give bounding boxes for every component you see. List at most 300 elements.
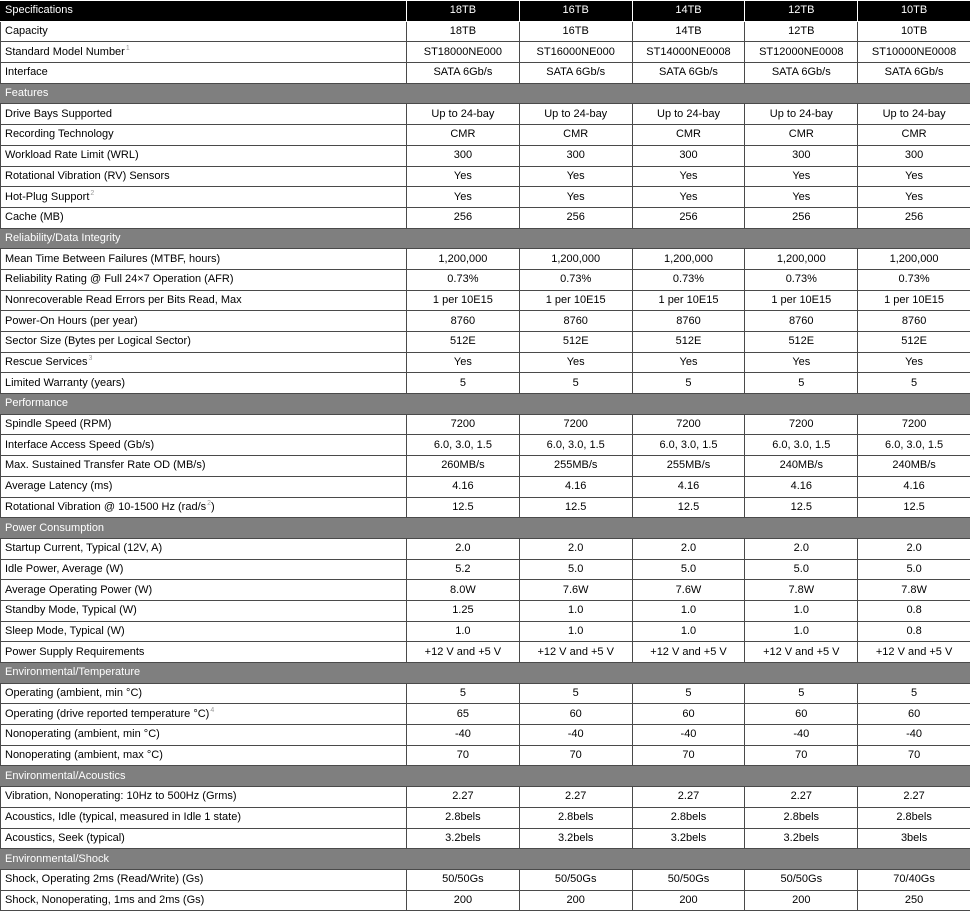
spec-label-suffix: ) <box>211 500 215 513</box>
spec-label <box>1 125 407 146</box>
section-header-row <box>1 849 970 870</box>
spec-value: 256 <box>519 207 632 228</box>
spec-value: 1,200,000 <box>519 249 632 270</box>
spec-value: 7.6W <box>519 580 632 601</box>
spec-value: 7.8W <box>745 580 858 601</box>
spec-label-text: Standard Model Number <box>5 45 125 58</box>
spec-value: 2.0 <box>632 538 745 559</box>
spec-value: SATA 6Gb/s <box>858 63 970 84</box>
spec-value: -40 <box>858 725 970 746</box>
spec-value: 300 <box>858 145 970 166</box>
table-row <box>1 311 970 332</box>
spec-label <box>1 456 407 477</box>
spec-label <box>1 42 407 63</box>
table-row <box>1 725 970 746</box>
spec-value: 12.5 <box>407 497 520 518</box>
spec-label <box>1 249 407 270</box>
spec-value: +12 V and +5 V <box>858 642 970 663</box>
spec-value: Yes <box>858 352 970 373</box>
spec-value: 8760 <box>519 311 632 332</box>
spec-label <box>1 787 407 808</box>
spec-value: 2.27 <box>745 787 858 808</box>
spec-value: 1 per 10E15 <box>519 290 632 311</box>
spec-value: CMR <box>407 125 520 146</box>
spec-label-text: Interface <box>5 66 48 79</box>
spec-label <box>1 580 407 601</box>
spec-label <box>1 807 407 828</box>
spec-value: 3.2bels <box>407 828 520 849</box>
spec-value: 7200 <box>632 414 745 435</box>
spec-label-text: Shock, Nonoperating, 1ms and 2ms (Gs) <box>5 893 205 906</box>
spec-value: 2.8bels <box>632 807 745 828</box>
spec-value: 6.0, 3.0, 1.5 <box>858 435 970 456</box>
spec-label <box>1 269 407 290</box>
spec-value: 70 <box>632 745 745 766</box>
spec-value: 4.16 <box>519 476 632 497</box>
spec-label-text: Average Latency (ms) <box>5 480 113 493</box>
spec-value: 256 <box>632 207 745 228</box>
spec-value: 3.2bels <box>745 828 858 849</box>
spec-value: 1.25 <box>407 600 520 621</box>
spec-value: 2.0 <box>745 538 858 559</box>
spec-value: ST10000NE0008 <box>858 42 970 63</box>
spec-label-text: Mean Time Between Failures (MTBF, hours) <box>5 252 221 265</box>
spec-value: 60 <box>858 704 970 725</box>
spec-label-text: Hot-Plug Support <box>5 190 90 203</box>
spec-value: 240MB/s <box>745 456 858 477</box>
section-title: Environmental/Temperature <box>1 663 970 684</box>
spec-value: Yes <box>745 352 858 373</box>
spec-value: 5 <box>632 373 745 394</box>
spec-label <box>1 621 407 642</box>
spec-label <box>1 869 407 890</box>
spec-label <box>1 538 407 559</box>
spec-value: ST18000NE000 <box>407 42 520 63</box>
spec-value: 1.0 <box>519 621 632 642</box>
spec-value: -40 <box>407 725 520 746</box>
table-row <box>1 600 970 621</box>
spec-value: 6.0, 3.0, 1.5 <box>745 435 858 456</box>
spec-value: 250 <box>858 890 970 911</box>
spec-value: 60 <box>632 704 745 725</box>
spec-value: 1.0 <box>407 621 520 642</box>
spec-value: 2.0 <box>858 538 970 559</box>
spec-label-text: Max. Sustained Transfer Rate OD (MB/s) <box>5 459 206 472</box>
spec-label-text: Operating (ambient, min °C) <box>5 687 143 700</box>
spec-label <box>1 290 407 311</box>
spec-label <box>1 63 407 84</box>
spec-label-text: Rotational Vibration (RV) Sensors <box>5 169 170 182</box>
spec-label-text: Sector Size (Bytes per Logical Sector) <box>5 335 191 348</box>
table-row <box>1 332 970 353</box>
section-title: Performance <box>1 394 970 415</box>
table-row <box>1 166 970 187</box>
table-row <box>1 828 970 849</box>
table-row <box>1 807 970 828</box>
spec-value: 14TB <box>632 21 745 42</box>
spec-value: 5.0 <box>632 559 745 580</box>
spec-value: 0.73% <box>858 269 970 290</box>
spec-label <box>1 642 407 663</box>
spec-value: 1.0 <box>745 600 858 621</box>
spec-value: 70/40Gs <box>858 869 970 890</box>
spec-value: 1,200,000 <box>858 249 970 270</box>
spec-label-text: Acoustics, Seek (typical) <box>5 831 125 844</box>
spec-value: -40 <box>519 725 632 746</box>
spec-value: 512E <box>858 332 970 353</box>
spec-value: 512E <box>519 332 632 353</box>
spec-label <box>1 414 407 435</box>
spec-label-text: Recording Technology <box>5 128 114 141</box>
spec-value: 1.0 <box>745 621 858 642</box>
spec-value: 200 <box>407 890 520 911</box>
spec-label <box>1 352 407 373</box>
spec-value: 240MB/s <box>858 456 970 477</box>
spec-value: 5.0 <box>745 559 858 580</box>
spec-label-text: Sleep Mode, Typical (W) <box>5 624 125 637</box>
spec-label <box>1 600 407 621</box>
spec-label <box>1 828 407 849</box>
spec-value: 255MB/s <box>632 456 745 477</box>
footnote-marker: 4 <box>210 707 215 715</box>
spec-value: 5 <box>519 373 632 394</box>
spec-value: 2.27 <box>407 787 520 808</box>
spec-value: 4.16 <box>632 476 745 497</box>
spec-value: 5 <box>632 683 745 704</box>
spec-value: 5 <box>407 373 520 394</box>
spec-value: 5.0 <box>858 559 970 580</box>
table-row <box>1 125 970 146</box>
spec-label-text: Spindle Speed (RPM) <box>5 418 112 431</box>
spec-label-text: Nonoperating (ambient, min °C) <box>5 728 160 741</box>
spec-value: 2.27 <box>632 787 745 808</box>
spec-value: 2.0 <box>519 538 632 559</box>
spec-value: 7200 <box>858 414 970 435</box>
spec-value: Up to 24-bay <box>632 104 745 125</box>
spec-value: 0.73% <box>519 269 632 290</box>
spec-label <box>1 683 407 704</box>
spec-value: 5 <box>519 683 632 704</box>
spec-value: 1,200,000 <box>745 249 858 270</box>
table-row <box>1 373 970 394</box>
spec-label <box>1 559 407 580</box>
spec-value: 50/50Gs <box>745 869 858 890</box>
spec-label <box>1 476 407 497</box>
spec-value: Yes <box>632 352 745 373</box>
spec-label-text: Cache (MB) <box>5 211 64 224</box>
spec-value: 300 <box>519 145 632 166</box>
spec-value: 12TB <box>745 21 858 42</box>
spec-value: 12.5 <box>632 497 745 518</box>
spec-value: 3.2bels <box>632 828 745 849</box>
spec-value: ST16000NE000 <box>519 42 632 63</box>
section-title: Power Consumption <box>1 518 970 539</box>
spec-value: 3.2bels <box>519 828 632 849</box>
footnote-marker: 3 <box>88 355 93 363</box>
table-row <box>1 497 970 518</box>
spec-value: 200 <box>519 890 632 911</box>
spec-label-text: Drive Bays Supported <box>5 107 112 120</box>
spec-value: 2.8bels <box>745 807 858 828</box>
table-header-row <box>1 1 970 22</box>
spec-value: 12.5 <box>745 497 858 518</box>
spec-value: 2.8bels <box>407 807 520 828</box>
section-header-row <box>1 83 970 104</box>
spec-value: 260MB/s <box>407 456 520 477</box>
spec-label <box>1 435 407 456</box>
table-row <box>1 456 970 477</box>
spec-value: Yes <box>632 187 745 208</box>
table-row <box>1 745 970 766</box>
spec-label <box>1 145 407 166</box>
spec-value: CMR <box>519 125 632 146</box>
header-model: 16TB <box>519 1 632 22</box>
spec-value: 12.5 <box>858 497 970 518</box>
spec-value: 10TB <box>858 21 970 42</box>
table-row <box>1 476 970 497</box>
section-header-row <box>1 518 970 539</box>
spec-value: Yes <box>745 166 858 187</box>
table-row <box>1 21 970 42</box>
spec-value: 50/50Gs <box>519 869 632 890</box>
spec-value: Yes <box>407 166 520 187</box>
spec-value: Up to 24-bay <box>407 104 520 125</box>
table-row <box>1 683 970 704</box>
spec-value: 60 <box>519 704 632 725</box>
spec-table-body <box>1 21 970 911</box>
spec-value: Yes <box>407 187 520 208</box>
spec-value: 1 per 10E15 <box>858 290 970 311</box>
spec-value: 7.8W <box>858 580 970 601</box>
spec-value: 6.0, 3.0, 1.5 <box>407 435 520 456</box>
spec-value: 8760 <box>745 311 858 332</box>
spec-value: 70 <box>858 745 970 766</box>
spec-value: Yes <box>519 187 632 208</box>
spec-value: +12 V and +5 V <box>632 642 745 663</box>
spec-value: 70 <box>407 745 520 766</box>
spec-value: 4.16 <box>858 476 970 497</box>
spec-label <box>1 745 407 766</box>
spec-value: 5.2 <box>407 559 520 580</box>
table-row <box>1 145 970 166</box>
spec-label-text: Power Supply Requirements <box>5 645 145 658</box>
spec-label-text: Limited Warranty (years) <box>5 376 126 389</box>
spec-value: 12.5 <box>519 497 632 518</box>
spec-value: 2.8bels <box>519 807 632 828</box>
spec-label-text: Operating (drive reported temperature °C) <box>5 707 210 720</box>
spec-label <box>1 311 407 332</box>
spec-value: 7200 <box>745 414 858 435</box>
spec-value: SATA 6Gb/s <box>407 63 520 84</box>
table-row <box>1 559 970 580</box>
header-label: Specifications <box>1 1 407 22</box>
spec-label-text: Rescue Services <box>5 356 88 369</box>
spec-value: 7200 <box>407 414 520 435</box>
spec-value: Up to 24-bay <box>745 104 858 125</box>
spec-value: Yes <box>858 166 970 187</box>
spec-value: 60 <box>745 704 858 725</box>
spec-value: 1 per 10E15 <box>632 290 745 311</box>
header-model: 12TB <box>745 1 858 22</box>
spec-value: 256 <box>407 207 520 228</box>
spec-label-text: Vibration, Nonoperating: 10Hz to 500Hz (Grms) <box>5 790 237 803</box>
header-model: 18TB <box>407 1 520 22</box>
spec-value: 300 <box>745 145 858 166</box>
spec-value: Yes <box>858 187 970 208</box>
spec-label <box>1 166 407 187</box>
spec-label-text: Capacity <box>5 25 48 38</box>
spec-value: -40 <box>745 725 858 746</box>
table-row <box>1 787 970 808</box>
spec-value: CMR <box>632 125 745 146</box>
spec-value: +12 V and +5 V <box>519 642 632 663</box>
spec-value: -40 <box>632 725 745 746</box>
spec-value: 4.16 <box>745 476 858 497</box>
section-title: Features <box>1 83 970 104</box>
spec-value: 1.0 <box>632 600 745 621</box>
spec-value: 0.73% <box>632 269 745 290</box>
spec-value: 1 per 10E15 <box>745 290 858 311</box>
spec-label <box>1 187 407 208</box>
spec-value: 1.0 <box>632 621 745 642</box>
spec-value: 1,200,000 <box>632 249 745 270</box>
spec-value: 7200 <box>519 414 632 435</box>
spec-label <box>1 207 407 228</box>
spec-value: 256 <box>745 207 858 228</box>
spec-label-text: Standby Mode, Typical (W) <box>5 604 137 617</box>
spec-value: SATA 6Gb/s <box>632 63 745 84</box>
spec-label-text: Nonrecoverable Read Errors per Bits Read, Max <box>5 293 242 306</box>
spec-label-text: Startup Current, Typical (12V, A) <box>5 542 163 555</box>
spec-value: 8760 <box>632 311 745 332</box>
table-row <box>1 414 970 435</box>
table-row <box>1 538 970 559</box>
section-title: Environmental/Shock <box>1 849 970 870</box>
spec-value: 512E <box>407 332 520 353</box>
spec-value: 5 <box>745 683 858 704</box>
spec-value: 0.73% <box>407 269 520 290</box>
spec-value: 255MB/s <box>519 456 632 477</box>
table-row <box>1 104 970 125</box>
spec-label <box>1 332 407 353</box>
section-title: Reliability/Data Integrity <box>1 228 970 249</box>
section-header-row <box>1 663 970 684</box>
spec-value: 5 <box>745 373 858 394</box>
spec-value: 0.8 <box>858 621 970 642</box>
spec-value: 6.0, 3.0, 1.5 <box>519 435 632 456</box>
footnote-marker: 2 <box>90 189 95 197</box>
spec-value: Yes <box>519 166 632 187</box>
spec-value: Up to 24-bay <box>858 104 970 125</box>
spec-value: 512E <box>745 332 858 353</box>
spec-value: 2.27 <box>519 787 632 808</box>
spec-value: 3bels <box>858 828 970 849</box>
spec-value: 18TB <box>407 21 520 42</box>
spec-value: 300 <box>407 145 520 166</box>
spec-value: 0.73% <box>745 269 858 290</box>
spec-value: 5 <box>407 683 520 704</box>
spec-value: 8760 <box>407 311 520 332</box>
spec-value: 512E <box>632 332 745 353</box>
spec-label-text: Workload Rate Limit (WRL) <box>5 149 139 162</box>
spec-value: Yes <box>745 187 858 208</box>
spec-value: 6.0, 3.0, 1.5 <box>632 435 745 456</box>
spec-value: Up to 24-bay <box>519 104 632 125</box>
spec-value: 1,200,000 <box>407 249 520 270</box>
section-header-row <box>1 766 970 787</box>
spec-value: 2.8bels <box>858 807 970 828</box>
spec-label <box>1 104 407 125</box>
spec-value: 200 <box>745 890 858 911</box>
spec-value: Yes <box>407 352 520 373</box>
section-header-row <box>1 228 970 249</box>
spec-value: 5 <box>858 373 970 394</box>
table-row <box>1 290 970 311</box>
spec-label-text: Interface Access Speed (Gb/s) <box>5 438 155 451</box>
header-model: 14TB <box>632 1 745 22</box>
spec-value: 8.0W <box>407 580 520 601</box>
table-row <box>1 207 970 228</box>
spec-value: 5.0 <box>519 559 632 580</box>
spec-value: 300 <box>632 145 745 166</box>
spec-value: ST12000NE0008 <box>745 42 858 63</box>
spec-value: 70 <box>519 745 632 766</box>
spec-value: +12 V and +5 V <box>745 642 858 663</box>
section-header-row <box>1 394 970 415</box>
spec-value: 16TB <box>519 21 632 42</box>
spec-label-text: Shock, Operating 2ms (Read/Write) (Gs) <box>5 873 204 886</box>
spec-value: ST14000NE0008 <box>632 42 745 63</box>
header-model: 10TB <box>858 1 970 22</box>
spec-value: 5 <box>858 683 970 704</box>
spec-value: SATA 6Gb/s <box>745 63 858 84</box>
table-row <box>1 642 970 663</box>
spec-value: 1.0 <box>519 600 632 621</box>
table-row <box>1 42 970 63</box>
spec-label-text: Reliability Rating @ Full 24×7 Operation (AFR) <box>5 273 234 286</box>
spec-value: 7.6W <box>632 580 745 601</box>
table-row <box>1 352 970 373</box>
spec-value: CMR <box>858 125 970 146</box>
spec-label <box>1 373 407 394</box>
spec-value: 65 <box>407 704 520 725</box>
spec-label <box>1 725 407 746</box>
spec-value: SATA 6Gb/s <box>519 63 632 84</box>
table-row <box>1 869 970 890</box>
spec-label-text: Acoustics, Idle (typical, measured in Idle 1 state) <box>5 811 241 824</box>
section-title: Environmental/Acoustics <box>1 766 970 787</box>
table-row <box>1 890 970 911</box>
spec-value: 1 per 10E15 <box>407 290 520 311</box>
spec-label <box>1 21 407 42</box>
table-row <box>1 187 970 208</box>
spec-value: 50/50Gs <box>407 869 520 890</box>
table-row <box>1 580 970 601</box>
spec-label-text: Idle Power, Average (W) <box>5 562 124 575</box>
spec-value: 70 <box>745 745 858 766</box>
table-row <box>1 63 970 84</box>
spec-value: 2.0 <box>407 538 520 559</box>
spec-label <box>1 890 407 911</box>
spec-label-text: Average Operating Power (W) <box>5 583 153 596</box>
footnote-marker: 1 <box>125 45 130 53</box>
spec-value: 8760 <box>858 311 970 332</box>
spec-value: 4.16 <box>407 476 520 497</box>
spec-value: 50/50Gs <box>632 869 745 890</box>
spec-value: 2.27 <box>858 787 970 808</box>
table-row <box>1 435 970 456</box>
spec-value: +12 V and +5 V <box>407 642 520 663</box>
